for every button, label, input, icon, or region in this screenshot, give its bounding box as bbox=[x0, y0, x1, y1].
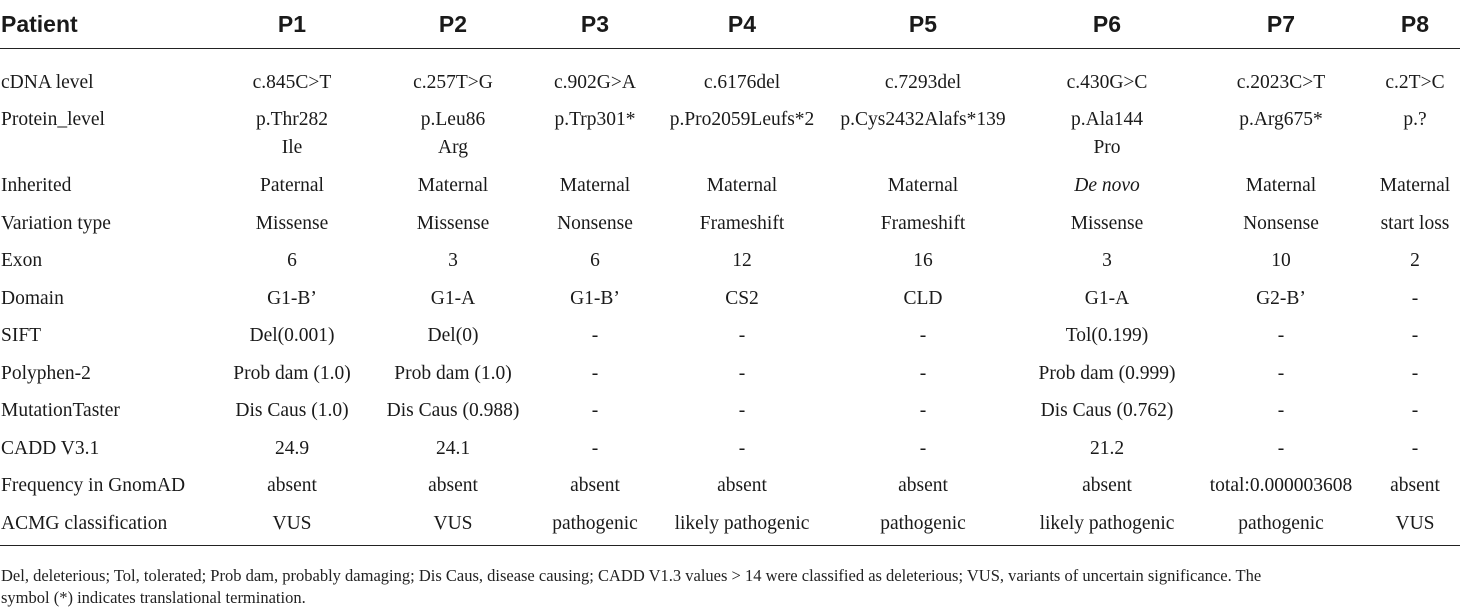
table-cell: Missense bbox=[1070, 212, 1144, 234]
spacer-cell bbox=[0, 49, 1460, 63]
table-row bbox=[0, 354, 1460, 392]
table-cell: - bbox=[1411, 325, 1419, 346]
header-row bbox=[0, 0, 1460, 49]
table-cell: 3 bbox=[1102, 250, 1112, 271]
table-cell: Maternal bbox=[417, 175, 489, 196]
table-cell: c.430G>C bbox=[1066, 71, 1148, 93]
table-row bbox=[0, 391, 1460, 429]
table-cell: - bbox=[738, 437, 746, 459]
header-p4: P4 bbox=[660, 0, 824, 49]
table-cell: De novo bbox=[1074, 175, 1140, 196]
table-cell: start loss bbox=[1380, 212, 1450, 234]
table-cell: pathogenic bbox=[1192, 504, 1370, 546]
table-cell: p.Thr282 Ile bbox=[255, 109, 329, 158]
table-cell: - bbox=[919, 362, 927, 384]
header-p6: P6 bbox=[1022, 0, 1192, 49]
row-label: cDNA level bbox=[1, 71, 94, 93]
table-row bbox=[0, 100, 1460, 166]
table-cell: - bbox=[1411, 362, 1419, 384]
table-cell: p.Arg675* bbox=[1239, 109, 1323, 130]
table-cell: Maternal bbox=[1379, 175, 1451, 196]
table-cell: c.902G>A bbox=[554, 71, 636, 93]
row-label: Polyphen-2 bbox=[1, 362, 91, 384]
table-body bbox=[0, 49, 1460, 546]
table-cell: Maternal bbox=[706, 175, 778, 196]
header-p8: P8 bbox=[1370, 0, 1460, 49]
table-cell: Del(0) bbox=[427, 325, 479, 346]
table-row bbox=[0, 316, 1460, 354]
table-row bbox=[0, 241, 1460, 279]
table-cell: absent bbox=[1390, 475, 1440, 496]
table-row bbox=[0, 429, 1460, 467]
table-cell: 12 bbox=[732, 250, 752, 271]
table-cell: - bbox=[1277, 400, 1285, 421]
table-cell: - bbox=[1277, 362, 1285, 384]
row-label: Frequency in GnomAD bbox=[1, 475, 186, 496]
table-cell: 16 bbox=[913, 250, 933, 271]
table-cell: p.Leu86 Arg bbox=[420, 109, 486, 158]
header-p1: P1 bbox=[208, 0, 376, 49]
row-label: MutationTaster bbox=[1, 400, 120, 421]
header-p3: P3 bbox=[530, 0, 660, 49]
table-cell: absent bbox=[570, 475, 620, 496]
table-cell: Maternal bbox=[887, 175, 959, 196]
table-cell: - bbox=[591, 400, 599, 421]
footnote-line-2: symbol (*) indicates translational termination. bbox=[1, 588, 306, 607]
row-label: Exon bbox=[1, 250, 43, 271]
table-cell: Dis Caus (1.0) bbox=[235, 400, 349, 421]
table-cell: - bbox=[1411, 400, 1419, 421]
table-cell: - bbox=[919, 437, 927, 459]
table-cell: - bbox=[1411, 287, 1419, 309]
table-cell: Prob dam (0.999) bbox=[1038, 362, 1176, 384]
table-cell: pathogenic bbox=[530, 504, 660, 546]
table-cell: - bbox=[591, 325, 599, 346]
header-patient: Patient bbox=[0, 0, 208, 49]
table-cell: likely pathogenic bbox=[1022, 504, 1192, 546]
table-cell: - bbox=[1411, 437, 1419, 459]
table-cell: c.6176del bbox=[703, 71, 781, 93]
table-cell: absent bbox=[898, 475, 948, 496]
spacer-row bbox=[0, 49, 1460, 63]
table-cell: absent bbox=[428, 475, 478, 496]
table-cell: G1-A bbox=[1084, 287, 1130, 309]
table-cell: Dis Caus (0.762) bbox=[1040, 400, 1174, 421]
table-cell: G1-A bbox=[430, 287, 476, 309]
header-p7: P7 bbox=[1192, 0, 1370, 49]
table-footnote bbox=[1, 565, 1453, 609]
table-cell: 21.2 bbox=[1089, 437, 1125, 459]
table-row bbox=[0, 504, 1460, 546]
table-cell: Del(0.001) bbox=[249, 325, 335, 346]
table-cell: - bbox=[919, 325, 927, 346]
table-cell: VUS bbox=[376, 504, 530, 546]
table-cell: 6 bbox=[287, 250, 297, 271]
table-cell: G2-B’ bbox=[1256, 287, 1306, 309]
table-cell: VUS bbox=[1370, 504, 1460, 546]
table-row bbox=[0, 63, 1460, 101]
table-cell: - bbox=[738, 325, 746, 346]
table-cell: c.2T>C bbox=[1385, 71, 1445, 93]
row-label: Inherited bbox=[1, 175, 72, 196]
row-label: ACMG classification bbox=[0, 504, 208, 546]
table-cell: Frameshift bbox=[699, 212, 785, 234]
table-cell: Paternal bbox=[260, 175, 324, 196]
row-label: Variation type bbox=[1, 212, 111, 234]
row-label: CADD V3.1 bbox=[1, 437, 100, 459]
table-cell: Nonsense bbox=[1243, 212, 1319, 234]
footnote-line-1: Del, deleterious; Tol, tolerated; Prob dam, probably damaging; Dis Caus, disease causing; CADD V1.3 values > 14 were classified as deleterious; VUS, variants of uncertain significance. The bbox=[1, 566, 1262, 585]
table-cell: total:0.000003608 bbox=[1209, 475, 1353, 496]
table-cell: - bbox=[738, 362, 746, 384]
table-row bbox=[0, 204, 1460, 242]
table-cell: Maternal bbox=[1245, 175, 1317, 196]
table-cell: p.Cys2432Alafs*139 bbox=[840, 109, 1006, 130]
row-label: SIFT bbox=[1, 325, 42, 346]
table-cell: Maternal bbox=[559, 175, 631, 196]
table-cell: pathogenic bbox=[824, 504, 1022, 546]
table-cell: CS2 bbox=[725, 287, 759, 309]
table-cell: c.257T>G bbox=[413, 71, 493, 93]
table-cell: 24.1 bbox=[435, 437, 471, 459]
table-cell: Prob dam (1.0) bbox=[394, 362, 512, 384]
table-cell: 6 bbox=[590, 250, 600, 271]
table-cell: 24.9 bbox=[274, 437, 310, 459]
table-cell: 3 bbox=[448, 250, 458, 271]
row-label: Protein_level bbox=[1, 109, 105, 130]
table-cell: 2 bbox=[1410, 250, 1420, 271]
table-cell: likely pathogenic bbox=[660, 504, 824, 546]
table-cell: absent bbox=[267, 475, 317, 496]
header-p5: P5 bbox=[824, 0, 1022, 49]
table-cell: Missense bbox=[416, 212, 490, 234]
table-cell: 10 bbox=[1271, 250, 1291, 271]
table-cell: p.Trp301* bbox=[554, 109, 636, 130]
table-cell: Prob dam (1.0) bbox=[233, 362, 351, 384]
table-row bbox=[0, 166, 1460, 204]
header-p2: P2 bbox=[376, 0, 530, 49]
table-cell: c.7293del bbox=[884, 71, 962, 93]
table-cell: absent bbox=[1082, 475, 1132, 496]
table-cell: - bbox=[591, 437, 599, 459]
table-header bbox=[0, 0, 1460, 49]
table-cell: G1-B’ bbox=[570, 287, 620, 309]
table-cell: - bbox=[919, 400, 927, 421]
table-cell: VUS bbox=[208, 504, 376, 546]
table-cell: absent bbox=[717, 475, 767, 496]
table-cell: Missense bbox=[255, 212, 329, 234]
table-cell: p.Pro2059Leufs*2 bbox=[669, 109, 815, 130]
table-cell: Nonsense bbox=[557, 212, 633, 234]
table-cell: c.2023C>T bbox=[1236, 71, 1326, 93]
row-label: Domain bbox=[1, 287, 64, 309]
table-row bbox=[0, 466, 1460, 504]
table-cell: Frameshift bbox=[880, 212, 966, 234]
table-cell: - bbox=[1277, 437, 1285, 459]
table-cell: Tol(0.199) bbox=[1065, 325, 1149, 346]
table-cell: CLD bbox=[903, 287, 943, 309]
table-cell: p.? bbox=[1403, 109, 1427, 130]
table-cell: Dis Caus (0.988) bbox=[386, 400, 520, 421]
table-cell: - bbox=[591, 362, 599, 384]
table-cell: G1-B’ bbox=[267, 287, 317, 309]
table-cell: p.Ala144 Pro bbox=[1070, 109, 1144, 158]
table-cell: - bbox=[1277, 325, 1285, 346]
table-cell: c.845C>T bbox=[252, 71, 332, 93]
table-row bbox=[0, 279, 1460, 317]
table-cell: - bbox=[738, 400, 746, 421]
